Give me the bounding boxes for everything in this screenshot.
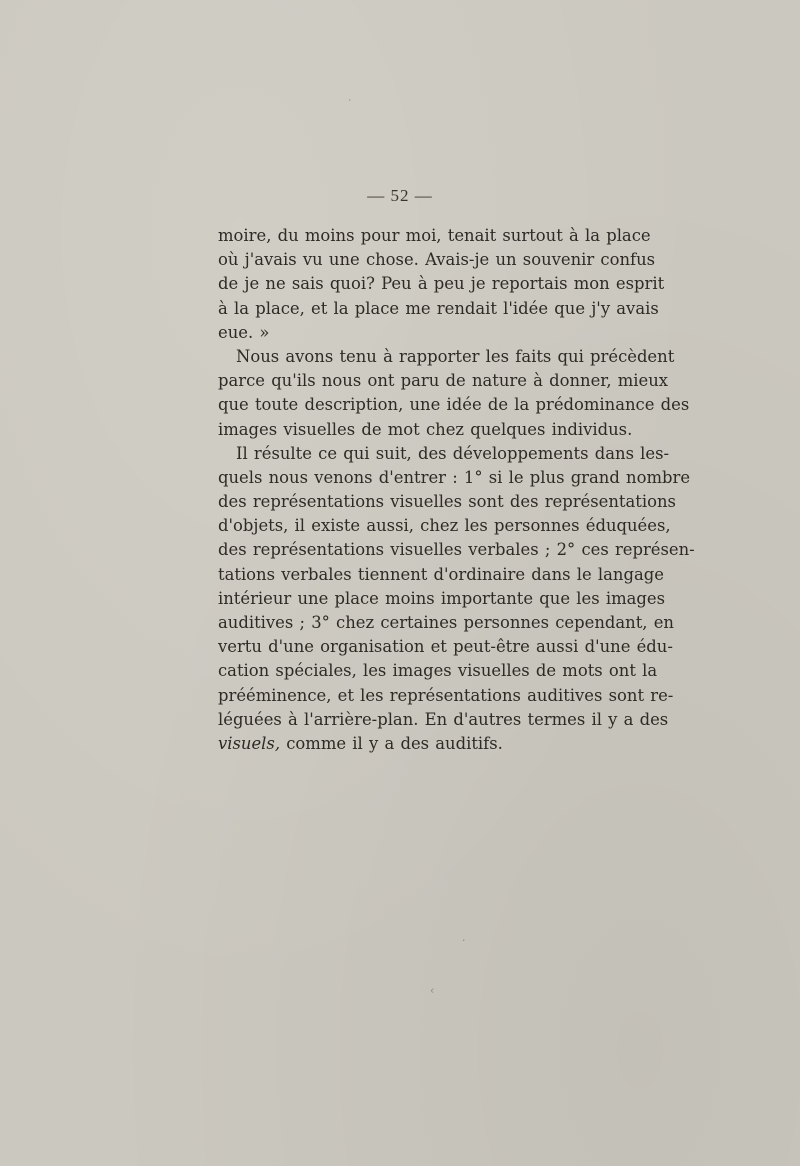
text-fragment: comme il y a des auditifs. [280, 733, 503, 753]
text-line: de je ne sais quoi? Peu à peu je reportais mon esprit [218, 274, 665, 294]
text-line: eue. » [218, 322, 270, 342]
text-line: des représentations visuelles verbales ; 2° ces représen- [218, 540, 695, 560]
text-line: Nous avons tenu à rapporter les faits qui précèdent [236, 346, 675, 366]
text-line: que toute description, une idée de la prédominance des [218, 395, 690, 415]
text-line: prééminence, et les représentations auditives sont re- [218, 685, 674, 705]
text-line: léguées à l'arrière-plan. En d'autres termes il y a des [218, 709, 669, 729]
text-line: moire, du moins pour moi, tenait surtout à la place [218, 226, 651, 245]
text-line: auditives ; 3° chez certaines personnes cependant, en [218, 613, 674, 632]
text-line: quels nous venons d'entrer : 1° si le plus grand nombre [218, 467, 691, 487]
text-line: vertu d'une organisation et peut-être aussi d'une édu- [218, 637, 673, 657]
text-line: des représentations visuelles sont des représentations [218, 492, 676, 512]
page-number: — 52 — [367, 186, 433, 205]
text-line: où j'avais vu une chose. Avais-je un souvenir confus [218, 250, 656, 270]
paper-speck: · [462, 934, 466, 947]
text-line: intérieur une place moins importante que les images [218, 588, 665, 608]
text-line: images visuelles de mot chez quelques individus. [218, 419, 633, 439]
text-line: d'objets, il existe aussi, chez les personnes éduquées, [218, 516, 671, 536]
text-line-final [218, 732, 642, 756]
italic-word: visuels, [218, 733, 281, 753]
text-line: parce qu'ils nous ont paru de nature à donner, mieux [218, 371, 669, 391]
paper-speck: ‹ [430, 984, 435, 997]
body-text [218, 224, 695, 756]
text-line: cation spéciales, les images visuelles de mots ont la [218, 661, 658, 681]
paper-speck: ˙ [347, 98, 353, 111]
text-line: à la place, et la place me rendait l'idée que j'y avais [218, 298, 659, 318]
text-line: tations verbales tiennent d'ordinaire dans le langage [218, 564, 664, 584]
text-line: Il résulte ce qui suit, des développements dans les- [236, 443, 670, 463]
